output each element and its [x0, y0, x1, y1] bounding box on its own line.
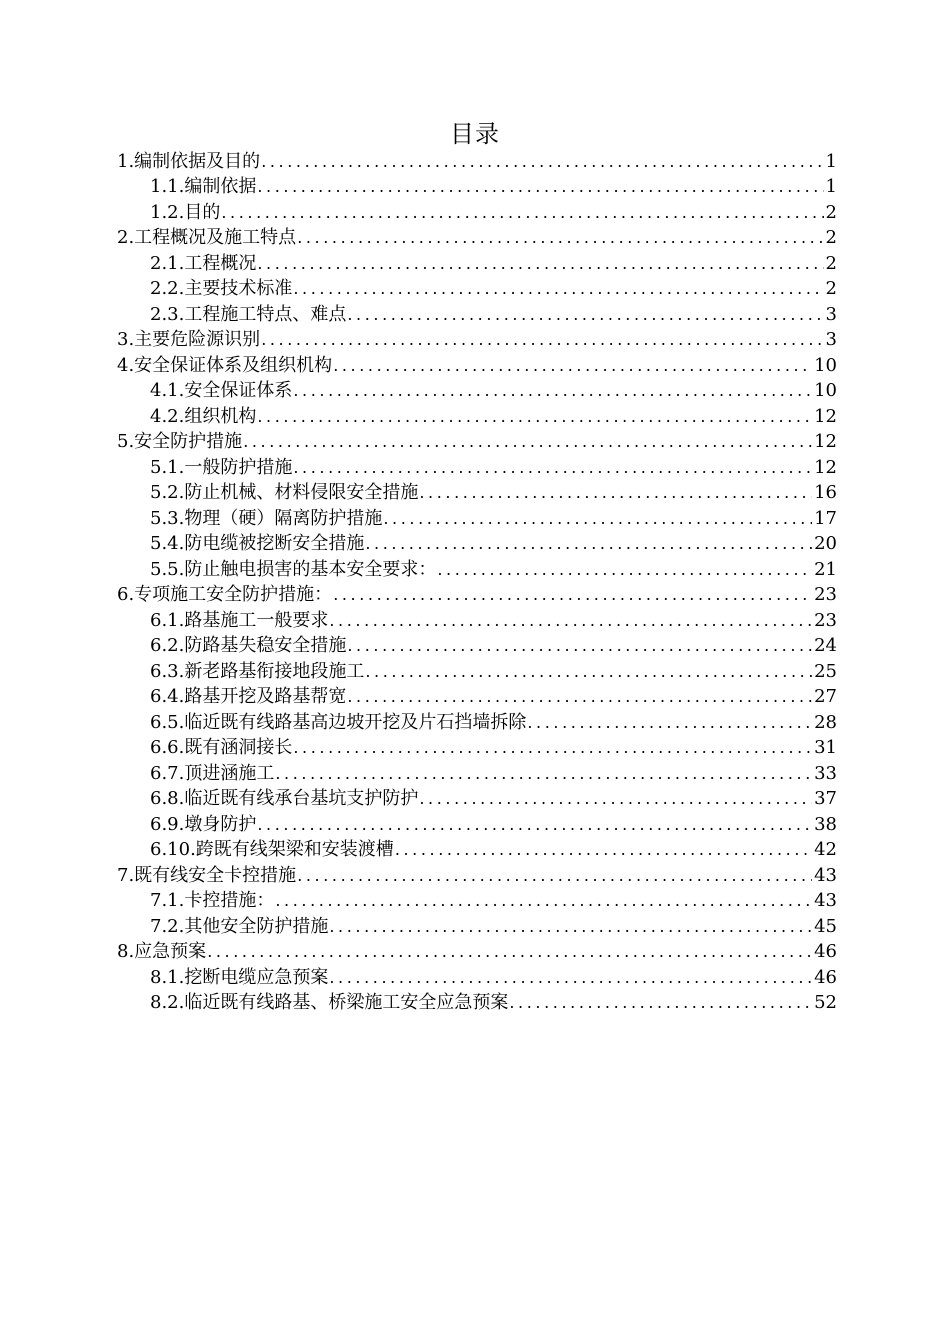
- toc-dot-leader: [365, 532, 812, 556]
- toc-dot-leader: [333, 583, 812, 607]
- toc-page-number: 46: [814, 941, 837, 962]
- toc-entry-title: 5.4.防电缆被挖断安全措施: [150, 533, 365, 554]
- toc-dot-leader: [221, 201, 823, 225]
- toc-page-number: 17: [814, 507, 837, 529]
- toc-dot-leader: [527, 711, 812, 735]
- toc-entry[interactable]: [117, 301, 837, 327]
- toc-page-number: 10: [814, 380, 837, 401]
- toc-entry[interactable]: [117, 454, 837, 480]
- toc-page-number: 12: [814, 456, 837, 478]
- toc-entry[interactable]: [117, 174, 837, 200]
- toc-page-number: 3: [825, 329, 837, 350]
- toc-entry[interactable]: [117, 276, 837, 302]
- toc-entry[interactable]: [117, 403, 837, 429]
- toc-entry-title: 6.2.防路基失稳安全措施: [150, 635, 347, 656]
- toc-entry-title: 1.2.目的: [150, 201, 221, 223]
- toc-page-number: 21: [814, 558, 837, 580]
- toc-entry-title: 4.2.组织机构: [150, 405, 257, 427]
- toc-entry[interactable]: [117, 862, 837, 888]
- toc-entry[interactable]: [117, 990, 837, 1016]
- toc-entry-title: 1.1.编制依据: [150, 176, 257, 197]
- toc-entry[interactable]: [117, 760, 837, 786]
- toc-dot-leader: [509, 991, 812, 1015]
- toc-dot-leader: [275, 762, 812, 786]
- toc-entry-title: 7.既有线安全卡控措施: [117, 864, 297, 886]
- toc-entry-title: 6.4.路基开挖及路基帮宽: [150, 686, 347, 707]
- toc-page-number: 25: [814, 660, 837, 682]
- toc-entry-title: 6.专项施工安全防护措施：: [117, 584, 333, 605]
- toc-entry-title: 4.安全保证体系及组织机构: [117, 354, 333, 376]
- toc-page-number: 3: [825, 303, 837, 325]
- toc-entry[interactable]: [117, 556, 837, 582]
- toc-entry[interactable]: [117, 939, 837, 965]
- toc-entry-title: 7.2.其他安全防护措施: [150, 915, 329, 937]
- toc-page-number: 46: [814, 966, 837, 988]
- toc-page-number: 2: [825, 278, 837, 299]
- toc-page-number: 10: [814, 354, 837, 376]
- toc-page-number: 37: [814, 788, 837, 809]
- toc-dot-leader: [347, 634, 812, 658]
- toc-entry-title: 5.1.一般防护措施: [150, 456, 293, 478]
- toc-dot-leader: [293, 736, 812, 760]
- toc-entry-title: 8.应急预案: [117, 941, 207, 962]
- toc-entry[interactable]: [117, 505, 837, 531]
- toc-entry[interactable]: [117, 786, 837, 812]
- toc-entry[interactable]: [117, 480, 837, 506]
- toc-entry-title: 8.1.挖断电缆应急预案: [150, 966, 329, 988]
- toc-entry-title: 3.主要危险源识别: [117, 329, 261, 350]
- toc-page-number: 1: [825, 150, 837, 172]
- toc-entry[interactable]: [117, 352, 837, 378]
- toc-dot-leader: [383, 507, 812, 531]
- toc-entry-title: 7.1.卡控措施：: [150, 890, 275, 911]
- toc-dot-leader: [257, 252, 823, 276]
- toc-entry[interactable]: [117, 837, 837, 863]
- toc-entry[interactable]: [117, 148, 837, 174]
- toc-entry[interactable]: [117, 531, 837, 557]
- toc-entry[interactable]: [117, 811, 837, 837]
- toc-page-number: 38: [814, 813, 837, 835]
- toc-dot-leader: [419, 787, 812, 811]
- toc-entry-title: 5.5.防止触电损害的基本安全要求：: [150, 558, 437, 580]
- toc-entry[interactable]: [117, 684, 837, 710]
- toc-entry[interactable]: [117, 658, 837, 684]
- toc-page-number: 27: [814, 686, 837, 707]
- toc-entry[interactable]: [117, 199, 837, 225]
- toc-entry[interactable]: [117, 378, 837, 404]
- toc-dot-leader: [347, 303, 823, 327]
- toc-page-number: 31: [814, 737, 837, 758]
- toc-entry-title: 6.7.顶进涵施工: [150, 762, 275, 784]
- toc-entry-title: 2.3.工程施工特点、难点: [150, 303, 347, 325]
- toc-page-number: 16: [814, 482, 837, 503]
- toc-page-number: 2: [825, 252, 837, 274]
- toc-page-number: 20: [814, 533, 837, 554]
- toc-entry-title: 5.安全防护措施: [117, 431, 243, 452]
- toc-list: [117, 148, 837, 1015]
- toc-entry-title: 2.工程概况及施工特点: [117, 227, 297, 248]
- toc-page-number: 45: [814, 915, 837, 937]
- toc-dot-leader: [243, 430, 812, 454]
- toc-entry[interactable]: [117, 735, 837, 761]
- toc-entry-title: 6.1.路基施工一般要求: [150, 609, 329, 631]
- toc-page-number: 43: [814, 864, 837, 886]
- toc-page-number: 52: [814, 992, 837, 1013]
- toc-entry-title: 6.6.既有涵洞接长: [150, 737, 293, 758]
- toc-page-number: 23: [814, 609, 837, 631]
- toc-dot-leader: [347, 685, 812, 709]
- toc-dot-leader: [293, 277, 823, 301]
- toc-dot-leader: [257, 405, 812, 429]
- toc-dot-leader: [207, 940, 812, 964]
- toc-entry-title: 5.3.物理（硬）隔离防护措施: [150, 507, 383, 529]
- toc-title: 目录: [450, 120, 500, 148]
- toc-dot-leader: [257, 813, 812, 837]
- toc-dot-leader: [293, 379, 812, 403]
- toc-entry-title: 5.2.防止机械、材料侵限安全措施: [150, 482, 419, 503]
- toc-entry-title: 2.2.主要技术标准: [150, 278, 293, 299]
- toc-entry[interactable]: [117, 250, 837, 276]
- toc-dot-leader: [333, 354, 812, 378]
- toc-entry-title: 6.9.墩身防护: [150, 813, 257, 835]
- toc-entry-title: 6.10.跨既有线架梁和安装渡槽: [150, 839, 394, 860]
- toc-dot-leader: [395, 838, 812, 862]
- toc-dot-leader: [257, 175, 823, 199]
- toc-page-number: 2: [825, 227, 837, 248]
- toc-dot-leader: [329, 915, 812, 939]
- toc-entry[interactable]: [117, 582, 837, 608]
- toc-entry[interactable]: [117, 327, 837, 353]
- toc-entry-title: 6.5.临近既有线路基高边坡开挖及片石挡墙拆除: [150, 711, 527, 733]
- toc-entry[interactable]: [117, 607, 837, 633]
- toc-entry-title: 8.2.临近既有线路基、桥梁施工安全应急预案: [150, 992, 509, 1013]
- toc-entry-title: 2.1.工程概况: [150, 252, 257, 274]
- toc-dot-leader: [297, 864, 812, 888]
- toc-dot-leader: [275, 889, 812, 913]
- toc-entry-title: 4.1.安全保证体系: [150, 380, 293, 401]
- toc-entry[interactable]: [117, 633, 837, 659]
- toc-dot-leader: [437, 558, 812, 582]
- toc-dot-leader: [365, 660, 812, 684]
- toc-page-number: 24: [814, 635, 837, 656]
- toc-page-number: 43: [814, 890, 837, 911]
- toc-page-number: 42: [814, 839, 837, 860]
- toc-dot-leader: [329, 609, 812, 633]
- toc-entry[interactable]: [117, 225, 837, 251]
- toc-entry[interactable]: [117, 913, 837, 939]
- toc-dot-leader: [297, 226, 823, 250]
- toc-entry-title: 6.8.临近既有线承台基坑支护防护: [150, 788, 419, 809]
- toc-entry[interactable]: [117, 888, 837, 914]
- toc-entry-title: 6.3.新老路基衔接地段施工: [150, 660, 365, 682]
- toc-page-number: 33: [814, 762, 837, 784]
- toc-page-number: 28: [814, 711, 837, 733]
- toc-entry[interactable]: [117, 964, 837, 990]
- toc-dot-leader: [261, 328, 823, 352]
- toc-page-number: 12: [814, 431, 837, 452]
- toc-page-number: 1: [825, 176, 837, 197]
- toc-dot-leader: [261, 150, 823, 174]
- toc-page-number: 12: [814, 405, 837, 427]
- toc-dot-leader: [293, 456, 812, 480]
- toc-dot-leader: [329, 966, 812, 990]
- toc-dot-leader: [419, 481, 812, 505]
- toc-entry[interactable]: [117, 709, 837, 735]
- toc-entry[interactable]: [117, 429, 837, 455]
- toc-entry-title: 1.编制依据及目的: [117, 150, 261, 172]
- toc-page-number: 2: [825, 201, 837, 223]
- toc-page-number: 23: [814, 584, 837, 605]
